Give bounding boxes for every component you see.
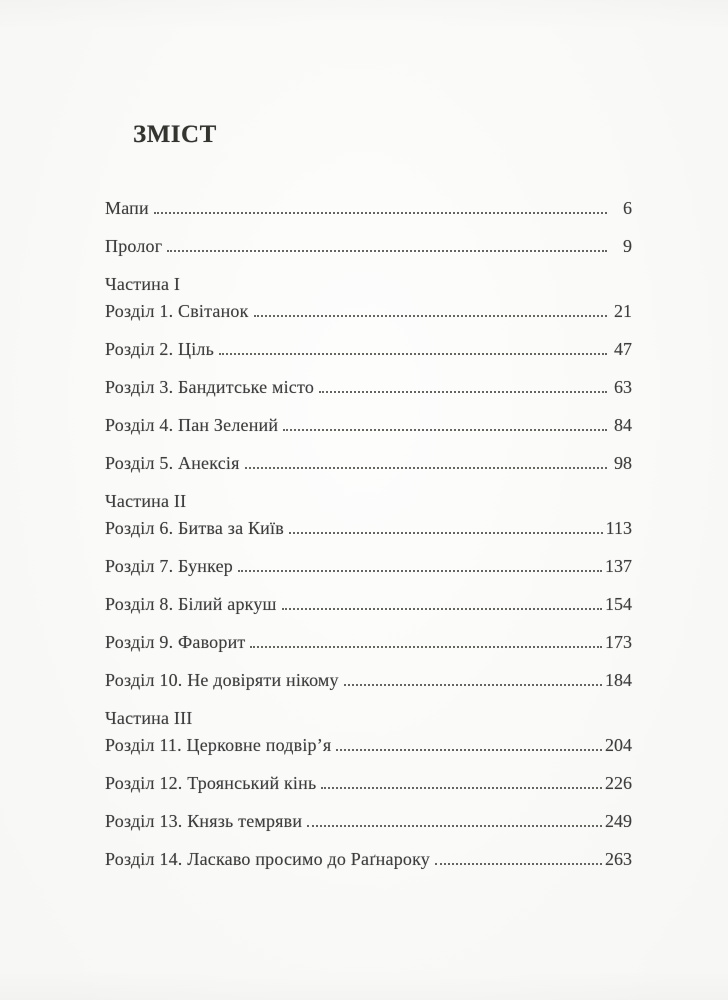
toc-entry-label: Розділ 8. Білий аркуш xyxy=(105,594,277,614)
toc-page-number: 98 xyxy=(614,453,632,473)
toc-entry xyxy=(105,595,632,614)
toc-entry xyxy=(105,850,632,869)
toc-page-number: 9 xyxy=(623,236,632,256)
toc-entry xyxy=(105,812,632,831)
toc-part-header xyxy=(105,275,632,294)
leader-dots xyxy=(321,787,602,789)
toc-part-label: Частина II xyxy=(105,491,187,511)
toc-entry xyxy=(105,340,632,359)
leader-dots xyxy=(344,684,602,686)
toc-entry xyxy=(105,302,632,321)
toc-page-number: 47 xyxy=(614,339,632,359)
leader-dots xyxy=(219,353,607,355)
leader-dots xyxy=(319,391,607,393)
toc-page-number: 113 xyxy=(605,518,632,538)
toc-entry xyxy=(105,671,632,690)
toc-page-number: 184 xyxy=(605,670,632,690)
leader-dots xyxy=(245,467,607,469)
toc-entry-label: Розділ 10. Не довіряти нікому xyxy=(105,670,339,690)
toc-entry xyxy=(105,237,632,256)
toc-entry-label: Розділ 7. Бункер xyxy=(105,556,233,576)
toc-entry-label: Мапи xyxy=(105,198,149,218)
toc-entry-label: Розділ 6. Битва за Київ xyxy=(105,518,284,538)
toc-part-label: Частина I xyxy=(105,274,181,294)
leader-dots xyxy=(238,570,602,572)
toc-entry-label: Розділ 9. Фаворит xyxy=(105,632,246,652)
toc-page-number: 204 xyxy=(605,735,632,755)
toc-entry-label: Розділ 14. Ласкаво просимо до Раґнароку xyxy=(105,849,430,869)
toc-part-header xyxy=(105,709,632,728)
toc-entry xyxy=(105,378,632,397)
toc-page-number: 6 xyxy=(623,198,632,218)
leader-dots xyxy=(167,250,607,252)
toc-page-number: 173 xyxy=(605,632,632,652)
toc-page-number: 226 xyxy=(605,773,632,793)
toc-page-number: 154 xyxy=(605,594,632,614)
leader-dots xyxy=(336,749,602,751)
toc-entry xyxy=(105,736,632,755)
toc-entry-label: Розділ 4. Пан Зелений xyxy=(105,415,279,435)
leader-dots xyxy=(283,429,607,431)
toc-page-number: 137 xyxy=(605,556,632,576)
leader-dots xyxy=(289,532,603,534)
toc-list xyxy=(105,199,632,888)
toc-page-number: 263 xyxy=(605,849,632,869)
toc-part-header xyxy=(105,492,632,511)
toc-entry-label: Розділ 13. Князь темряви xyxy=(105,811,303,831)
toc-entry xyxy=(105,557,632,576)
leader-dots xyxy=(307,825,602,827)
page-title: ЗМІСТ xyxy=(133,121,217,148)
leader-dots xyxy=(250,646,602,648)
toc-page-number: 84 xyxy=(614,415,632,435)
toc-page-number: 249 xyxy=(605,811,632,831)
toc-page-number: 21 xyxy=(614,301,632,321)
toc-entry xyxy=(105,633,632,652)
toc-entry xyxy=(105,454,632,473)
toc-entry xyxy=(105,416,632,435)
leader-dots xyxy=(254,315,607,317)
toc-page-number: 63 xyxy=(614,377,632,397)
toc-entry-label: Розділ 11. Церковне подвір’я xyxy=(105,735,332,755)
toc-entry-label: Розділ 2. Ціль xyxy=(105,339,214,359)
toc-entry-label: Розділ 12. Троянський кінь xyxy=(105,773,317,793)
leader-dots xyxy=(282,608,602,610)
toc-entry-label: Розділ 3. Бандитське місто xyxy=(105,377,315,397)
leader-dots xyxy=(435,863,602,865)
toc-entry xyxy=(105,774,632,793)
toc-entry-label: Пролог xyxy=(105,236,163,256)
toc-entry xyxy=(105,199,632,218)
leader-dots xyxy=(154,212,607,214)
toc-entry-label: Розділ 1. Світанок xyxy=(105,301,249,321)
toc-entry-label: Розділ 5. Анексія xyxy=(105,453,240,473)
toc-entry xyxy=(105,519,632,538)
toc-part-label: Частина III xyxy=(105,708,193,728)
